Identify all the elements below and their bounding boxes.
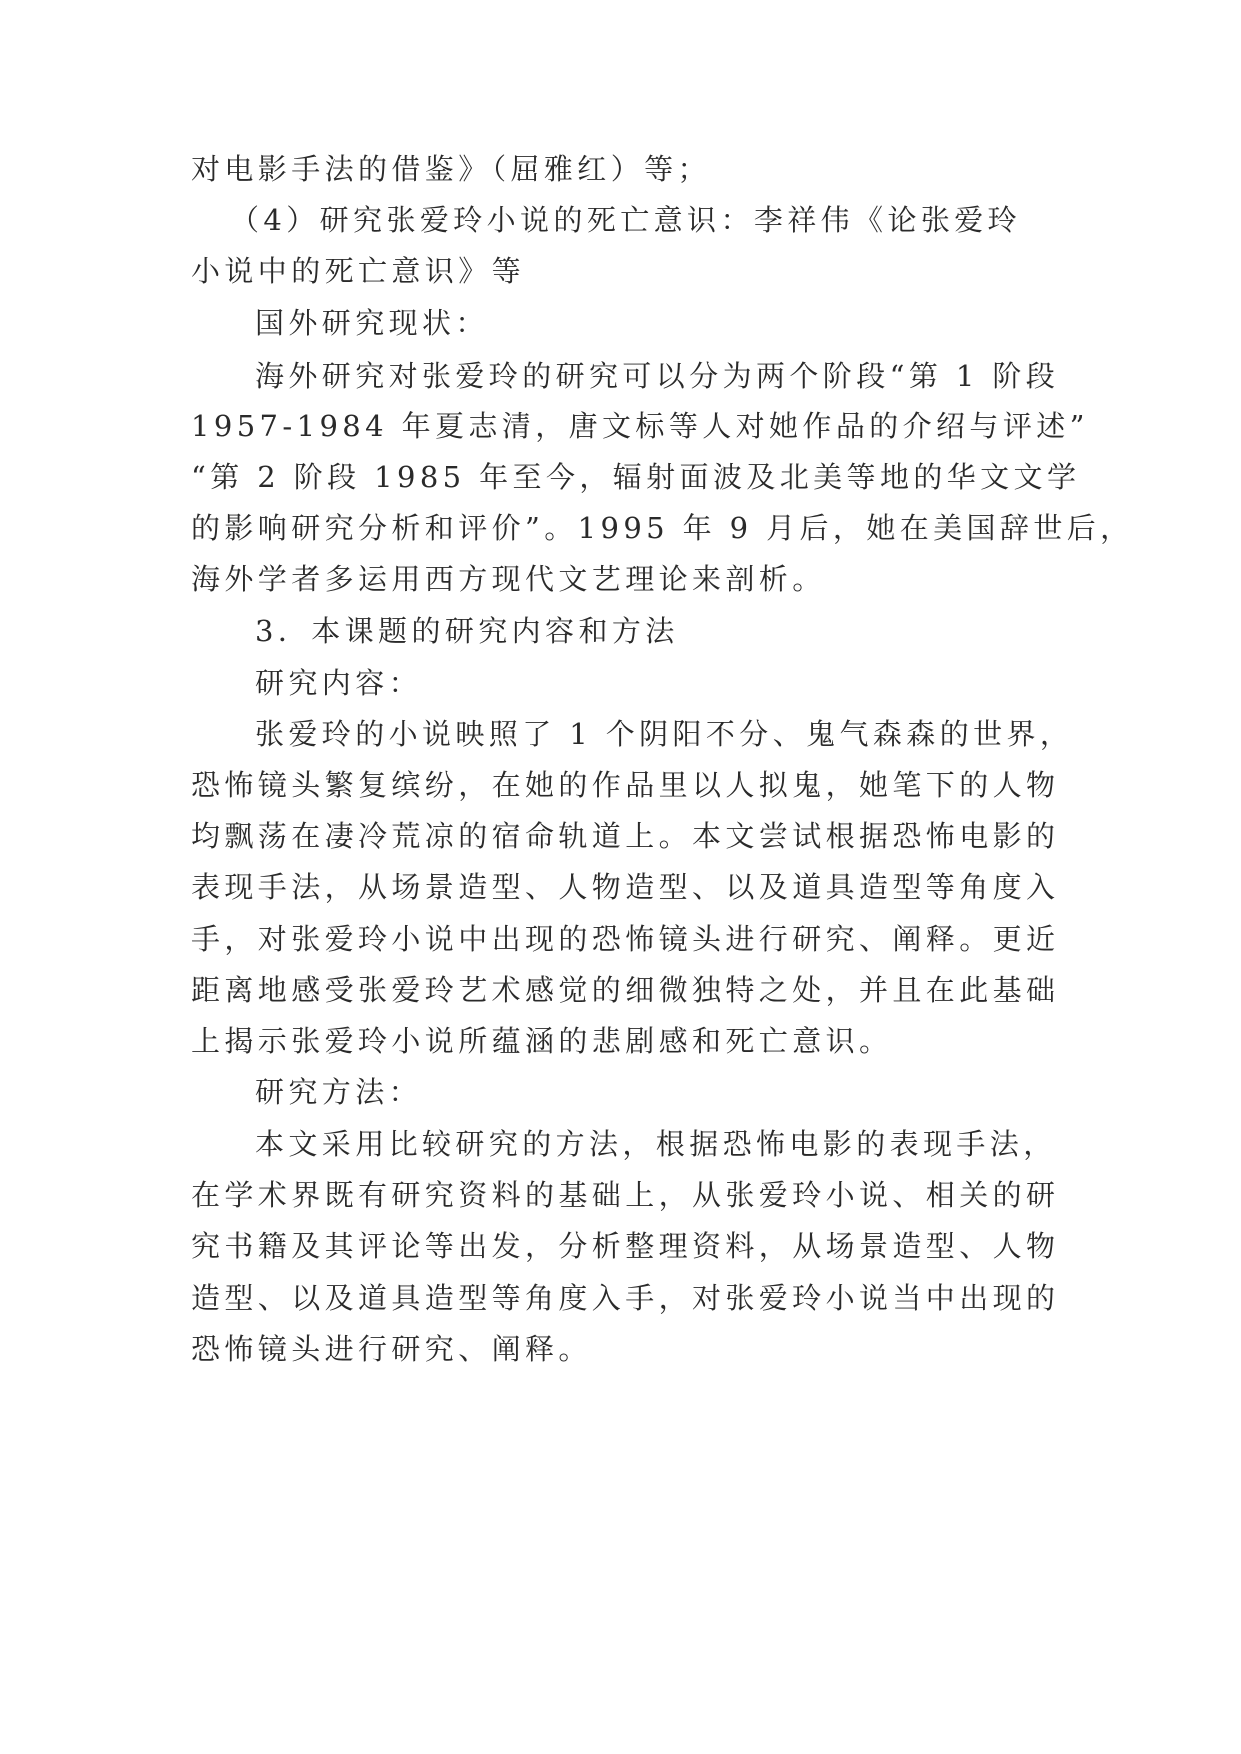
text-line: 恐怖镜头进行研究、阐释。 [191, 1332, 592, 1366]
text-line: 小说中的死亡意识》等 [191, 254, 526, 288]
section-heading: 3．本课题的研究内容和方法 [255, 614, 679, 648]
text-line: 海外研究对张爱玲的研究可以分为两个阶段“第 1 阶段 [255, 359, 1060, 393]
text-line: 手，对张爱玲小说中出现的恐怖镜头进行研究、阐释。更近 [191, 922, 1060, 956]
text-line: 表现手法，从场景造型、人物造型、以及道具造型等角度入 [191, 870, 1060, 904]
text-line: “第 2 阶段 1985 年至今，辐射面波及北美等地的华文文学 [191, 460, 1081, 494]
section-heading: 国外研究现状： [255, 306, 489, 340]
text-line: 造型、以及道具造型等角度入手，对张爱玲小说当中出现的 [191, 1281, 1060, 1315]
text-line: 距离地感受张爱玲艺术感觉的细微独特之处，并且在此基础 [191, 973, 1060, 1007]
text-line: 张爱玲的小说映照了 1 个阴阳不分、鬼气森森的世界， [255, 717, 1074, 751]
text-line: 在学术界既有研究资料的基础上，从张爱玲小说、相关的研 [191, 1178, 1060, 1212]
text-line: 究书籍及其评论等出发，分析整理资料，从场景造型、人物 [191, 1229, 1060, 1263]
text-line: 海外学者多运用西方现代文艺理论来剖析。 [191, 562, 826, 596]
text-line: 上揭示张爱玲小说所蕴涵的悲剧感和死亡意识。 [191, 1024, 893, 1058]
text-line: 的影响研究分析和评价”。1995 年 9 月后，她在美国辞世后， [191, 511, 1134, 545]
text-line: 1957-1984 年夏志清，唐文标等人对她作品的介绍与评述” [191, 409, 1089, 443]
text-line: （4）研究张爱玲小说的死亡意识：李祥伟《论张爱玲 [230, 203, 1022, 237]
text-line: 本文采用比较研究的方法，根据恐怖电影的表现手法， [255, 1127, 1057, 1161]
section-heading: 研究方法： [255, 1075, 423, 1109]
text-line: 对电影手法的借鉴》（屈雅红）等； [191, 152, 711, 186]
section-heading: 研究内容： [255, 666, 423, 700]
text-line: 均飘荡在凄冷荒凉的宿命轨道上。本文尝试根据恐怖电影的 [191, 819, 1060, 853]
text-line: 恐怖镜头繁复缤纷，在她的作品里以人拟鬼，她笔下的人物 [191, 768, 1060, 802]
